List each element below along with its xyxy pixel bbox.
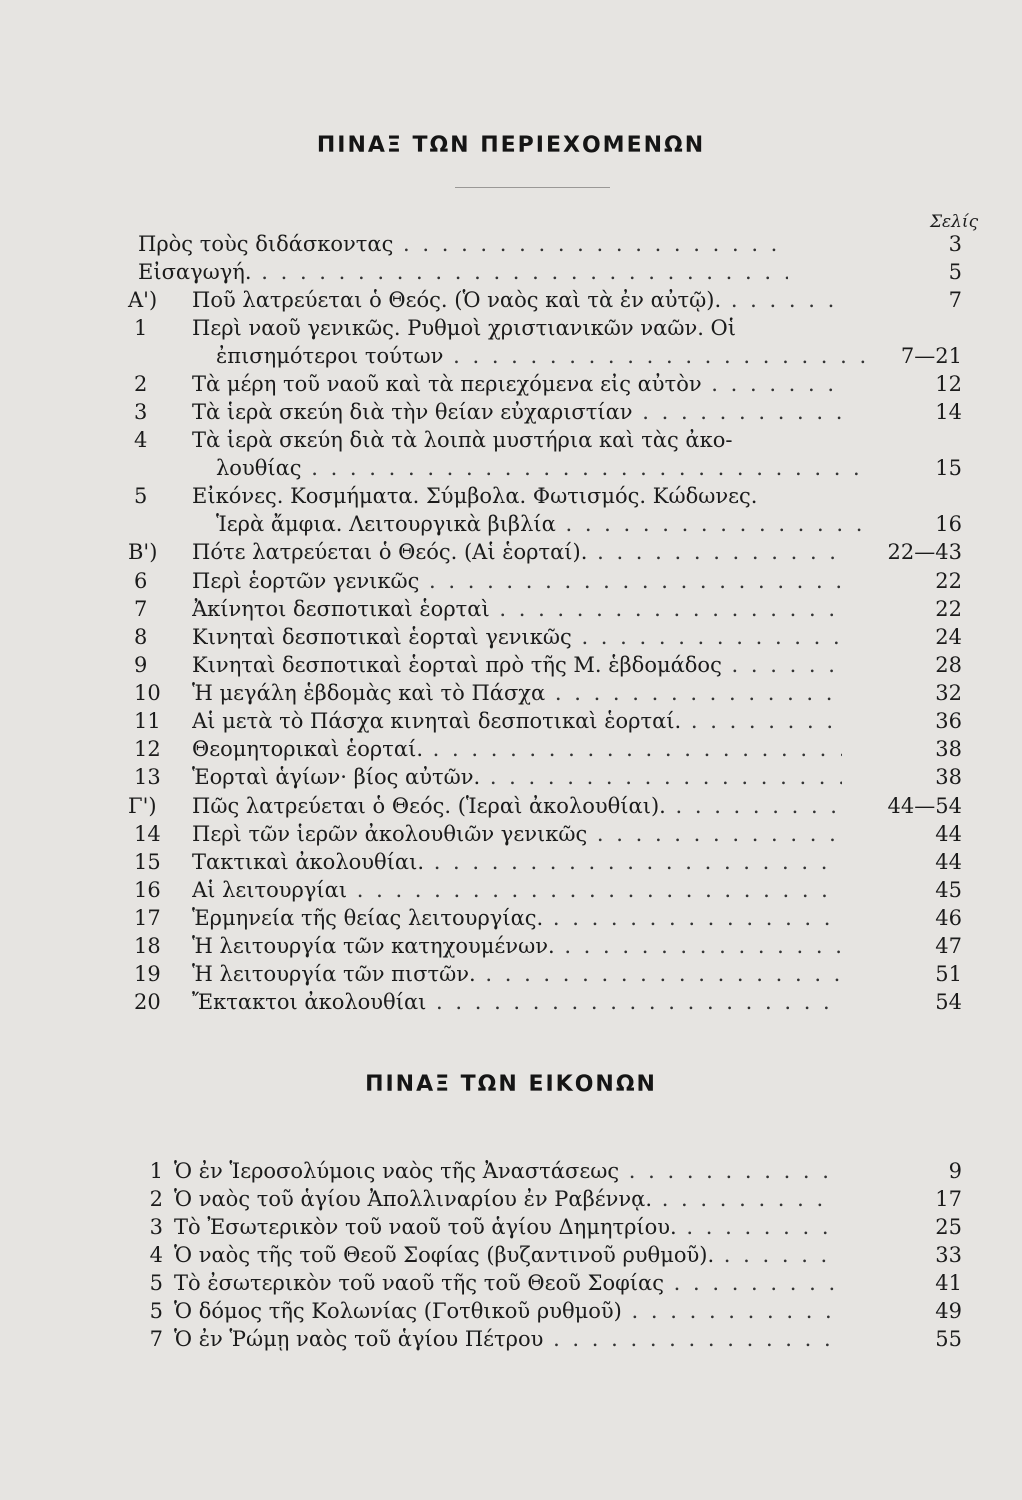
entry-page: 24 <box>935 625 962 649</box>
entry-page: 44—54 <box>887 794 962 818</box>
contents-entry <box>0 398 1022 426</box>
entry-page: 3 <box>948 232 962 256</box>
entry-page: 55 <box>935 1327 962 1351</box>
entry-title: Περὶ ἑορτῶν γενικῶς . . . <box>192 567 842 595</box>
entry-title: Εἰσαγωγή. . . . <box>138 258 788 286</box>
entry-title: Θεομητορικαὶ ἑορταί. . . . <box>192 735 842 763</box>
contents-entry <box>0 763 1022 791</box>
entry-number: 4 <box>149 1243 163 1267</box>
entry-number: 19 <box>134 962 161 986</box>
entry-page: 44 <box>935 850 962 874</box>
entry-number: 11 <box>134 709 161 733</box>
entry-number: 2 <box>134 372 148 396</box>
entry-number: 14 <box>134 822 161 846</box>
entry-number: 9 <box>134 653 148 677</box>
entry-number: 3 <box>149 1215 163 1239</box>
entry-number: 17 <box>134 906 161 930</box>
contents-title: ΠΙΝΑΞ ΤΩΝ ΠΕΡΙΕΧΟΜΕΝΩΝ <box>316 133 706 158</box>
entry-number: 18 <box>134 934 161 958</box>
entry-page: 22 <box>935 597 962 621</box>
contents-entry <box>0 707 1022 735</box>
entry-page: 33 <box>935 1243 962 1267</box>
entry-page: 17 <box>935 1187 962 1211</box>
entry-number: 10 <box>134 681 161 705</box>
entry-page: 22 <box>935 569 962 593</box>
image-entry <box>0 1297 1022 1325</box>
image-entry <box>0 1269 1022 1297</box>
contents-entry <box>0 960 1022 988</box>
image-entry <box>0 1157 1022 1185</box>
entry-page: 22—43 <box>887 540 962 564</box>
contents-entry <box>0 848 1022 876</box>
entry-title: Ἀκίνητοι δεσποτικαὶ ἑορταὶ . . . <box>192 595 842 623</box>
entry-title: Τακτικαὶ ἀκολουθίαι. . . . <box>192 848 842 876</box>
entry-title: Ὁ ναὸς τοῦ ἁγίου Ἀπολλιναρίου ἐν Ραβέννᾳ. . . . <box>174 1185 834 1213</box>
entry-title: Ἡ λειτουργία τῶν κατηχουμένων. . . . <box>192 932 842 960</box>
contents-entry <box>0 454 1022 482</box>
entry-page: 41 <box>935 1271 962 1295</box>
contents-entry <box>0 370 1022 398</box>
contents-entry <box>0 623 1022 651</box>
entry-title: Ὁ ναὸς τῆς τοῦ Θεοῦ Σοφίας (βυζαντινοῦ ρυθμοῦ). . . . <box>174 1241 834 1269</box>
entry-number: 5 <box>149 1299 163 1323</box>
entry-number: 5 <box>149 1271 163 1295</box>
images-title: ΠΙΝΑΞ ΤΩΝ ΕΙΚΟΝΩΝ <box>365 1072 657 1097</box>
entry-page: 49 <box>935 1299 962 1323</box>
entry-page: 38 <box>935 765 962 789</box>
contents-entry <box>0 538 1022 566</box>
entry-title: Ὁ ἐν Ῥώμῃ ναὸς τοῦ ἁγίου Πέτρου . . . <box>174 1325 834 1353</box>
entry-page: 32 <box>935 681 962 705</box>
contents-entry <box>0 904 1022 932</box>
entry-page: 36 <box>935 709 962 733</box>
contents-entry <box>0 314 1022 342</box>
entry-number: Γ') <box>128 794 157 818</box>
entry-page: 28 <box>935 653 962 677</box>
entry-title: Ποῦ λατρεύεται ὁ Θεός. (Ὁ ναὸς καὶ τὰ ἐν αὐτῷ). . . . <box>192 286 842 314</box>
entry-number: 4 <box>134 428 148 452</box>
entry-page: 16 <box>935 512 962 536</box>
entry-title: Αἱ λειτουργίαι . . . <box>192 876 842 904</box>
contents-entry <box>0 735 1022 763</box>
entry-title: Τὸ Ἐσωτερικὸν τοῦ ναοῦ τοῦ ἁγίου Δημητρίου. . . . <box>174 1213 834 1241</box>
entry-title: Τὸ ἐσωτερικὸν τοῦ ναοῦ τῆς τοῦ Θεοῦ Σοφίας . . . <box>174 1269 834 1297</box>
entry-number: 13 <box>134 765 161 789</box>
entry-page: 38 <box>935 737 962 761</box>
entry-page: 44 <box>935 822 962 846</box>
entry-number: 20 <box>134 990 161 1014</box>
entry-title: Ἑρμηνεία τῆς θείας λειτουργίας. . . . <box>192 904 842 932</box>
entry-page: 15 <box>935 456 962 480</box>
entry-title: Ὁ δόμος τῆς Κολωνίας (Γοτθικοῦ ρυθμοῦ) . . . <box>174 1297 834 1325</box>
entry-title: Αἱ μετὰ τὸ Πάσχα κινηταὶ δεσποτικαὶ ἑορταί. . . . <box>192 707 842 735</box>
entry-page: 7 <box>948 288 962 312</box>
entry-number: 8 <box>134 625 148 649</box>
contents-entry <box>0 932 1022 960</box>
contents-entry <box>0 230 1022 258</box>
entry-title: Ἡ λειτουργία τῶν πιστῶν. . . . <box>192 960 842 988</box>
entry-page: 45 <box>935 878 962 902</box>
entry-number: 6 <box>134 569 148 593</box>
entry-title: Περὶ ναοῦ γενικῶς. Ρυθμοὶ χριστιανικῶν ναῶν. Οἱ <box>192 316 737 340</box>
entry-page: 5 <box>948 260 962 284</box>
entry-title: Εἰκόνες. Κοσμήματα. Σύμβολα. Φωτισμός. Κώδωνες. <box>192 484 758 508</box>
entry-title: Ἔκτακτοι ἀκολουθίαι . . . <box>192 988 842 1016</box>
contents-entry <box>0 510 1022 538</box>
entry-title: ἐπισημότεροι τούτων . . . <box>216 342 866 370</box>
contents-entry <box>0 567 1022 595</box>
entry-page: 9 <box>948 1159 962 1183</box>
entry-page: 51 <box>935 962 962 986</box>
entry-number: 3 <box>134 400 148 424</box>
image-entry <box>0 1241 1022 1269</box>
entry-page: 54 <box>935 990 962 1014</box>
image-entry <box>0 1213 1022 1241</box>
entry-number: 7 <box>149 1327 163 1351</box>
entry-number: 1 <box>134 316 148 340</box>
entry-number: 1 <box>149 1159 163 1183</box>
entry-number: Β') <box>128 540 158 564</box>
entry-title: Πῶς λατρεύεται ὁ Θεός. (Ἱεραὶ ἀκολουθίαι). . . . <box>192 792 842 820</box>
contents-entry <box>0 426 1022 454</box>
entry-page: 47 <box>935 934 962 958</box>
entry-title: Ἱερὰ ἄμφια. Λειτουργικὰ βιβλία . . . <box>216 510 866 538</box>
entry-number: 12 <box>134 737 161 761</box>
entry-page: 46 <box>935 906 962 930</box>
entry-title: Πότε λατρεύεται ὁ Θεός. (Αἱ ἑορταί). . . . <box>192 538 842 566</box>
entry-number: Α') <box>128 288 158 312</box>
contents-entry <box>0 679 1022 707</box>
contents-entry <box>0 342 1022 370</box>
entry-title: Τὰ ἱερὰ σκεύη διὰ τὴν θείαν εὐχαριστίαν . . . <box>192 398 842 426</box>
entry-number: 16 <box>134 878 161 902</box>
contents-entry <box>0 286 1022 314</box>
contents-entry <box>0 876 1022 904</box>
entry-title: Ἡ μεγάλη ἑβδομὰς καὶ τὸ Πάσχα . . . <box>192 679 842 707</box>
entry-page: 12 <box>935 372 962 396</box>
title-divider <box>455 187 610 188</box>
entry-title: Περὶ τῶν ἱερῶν ἀκολουθιῶν γενικῶς . . . <box>192 820 842 848</box>
entry-title: Τὰ ἱερὰ σκεύη διὰ τὰ λοιπὰ μυστήρια καὶ τὰς ἀκο- <box>192 428 733 452</box>
contents-entry <box>0 792 1022 820</box>
entry-title: Πρὸς τοὺς διδάσκοντας . . . <box>138 230 788 258</box>
image-entry <box>0 1185 1022 1213</box>
entry-page: 14 <box>935 400 962 424</box>
entry-number: 7 <box>134 597 148 621</box>
entry-title: Κινηταὶ δεσποτικαὶ ἑορταὶ πρὸ τῆς Μ. ἑβδομάδος . . . <box>192 651 842 679</box>
contents-entry <box>0 651 1022 679</box>
contents-entry <box>0 595 1022 623</box>
page-column-label: Σελίς <box>930 212 979 232</box>
entry-number: 15 <box>134 850 161 874</box>
entry-title: Ἑορταὶ ἁγίων· βίος αὐτῶν. . . . <box>192 763 842 791</box>
entry-page: 25 <box>935 1215 962 1239</box>
contents-entry <box>0 820 1022 848</box>
entry-title: λουθίας . . . <box>216 454 866 482</box>
entry-title: Τὰ μέρη τοῦ ναοῦ καὶ τὰ περιεχόμενα εἰς αὐτὸν . . . <box>192 370 842 398</box>
entry-number: 5 <box>134 484 148 508</box>
entry-title: Ὁ ἐν Ἱεροσολύμοις ναὸς τῆς Ἀναστάσεως . . . <box>174 1157 834 1185</box>
contents-entry <box>0 258 1022 286</box>
contents-entry <box>0 988 1022 1016</box>
image-entry <box>0 1325 1022 1353</box>
entry-number: 2 <box>149 1187 163 1211</box>
entry-page: 7—21 <box>900 344 962 368</box>
entry-title: Κινηταὶ δεσποτικαὶ ἑορταὶ γενικῶς . . . <box>192 623 842 651</box>
contents-entry <box>0 482 1022 510</box>
